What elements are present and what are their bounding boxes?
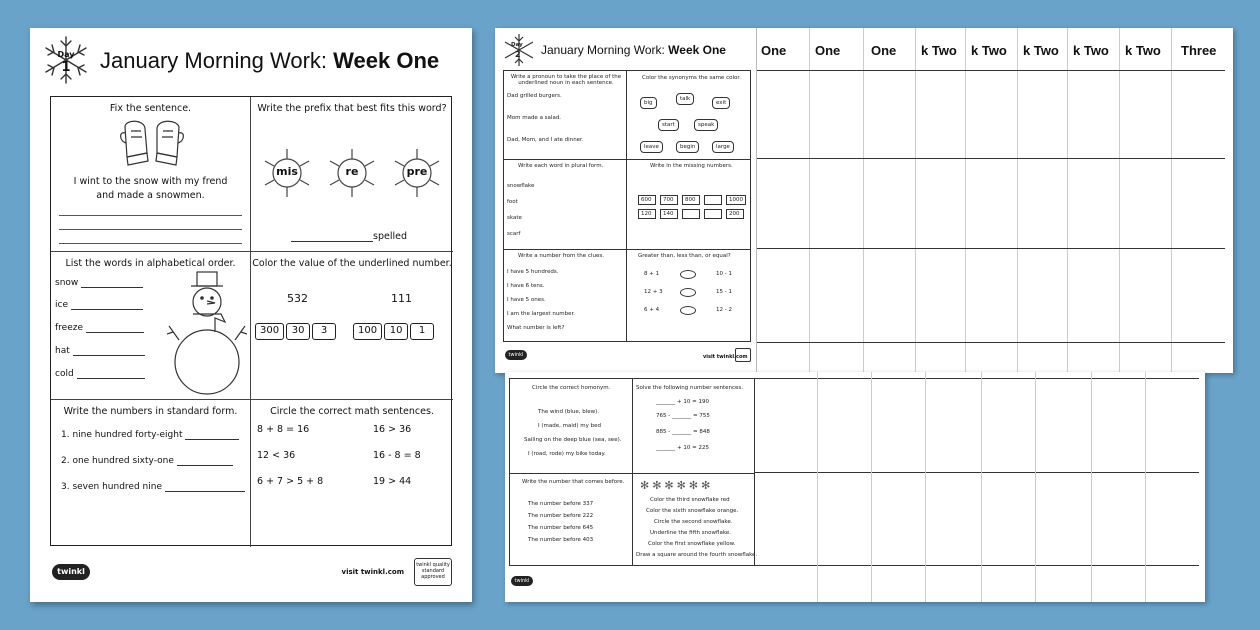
alpha-word-4: [55, 346, 145, 356]
mittens-icon: [117, 117, 187, 169]
prefix-option-2-label: re: [345, 165, 359, 178]
plural-word-2: foot: [507, 199, 518, 205]
place-value-cell: [251, 252, 453, 400]
synonym-word-7: begin: [676, 141, 699, 153]
prefix-option-3-label: pre: [406, 165, 428, 178]
synonym-word-2: talk: [676, 93, 694, 105]
back-quality-logo: [735, 348, 751, 362]
alpha-word-2-label: ice: [55, 300, 68, 310]
tab-9: Three: [1181, 43, 1217, 58]
synonym-word-3: exit: [712, 97, 730, 109]
back-grid-vline: [626, 71, 627, 341]
fix-sentence-text: I wint to the snow with my frend and made a snowmen.: [73, 176, 228, 201]
back-grid: [503, 70, 751, 342]
answer-line-1: [59, 215, 242, 216]
clue-1: I have 5 hundreds.: [507, 269, 559, 275]
snowman-icon: [167, 270, 247, 398]
missing-r1-5: 1000: [726, 195, 746, 205]
homonym-1: The wind (blue, blew).: [538, 409, 600, 415]
worksheet-header: [30, 28, 472, 92]
math-left-1[interactable]: 8 + 8 = 16: [257, 424, 310, 435]
compare-oval-3: [680, 306, 696, 315]
clue-4: I am the largest number.: [507, 311, 576, 317]
prefix-cell: [251, 97, 453, 252]
clue-3: I have 5 ones.: [507, 297, 546, 303]
back-sheet-stack-bottom: [505, 372, 1205, 602]
tab-2: One: [815, 43, 841, 58]
pronoun-heading: Write a pronoun to take the place of the underlined noun in each sentence.: [510, 74, 622, 86]
alphabetical-heading: List the words in alphabetical order.: [65, 258, 236, 269]
worksheet-grid: [50, 96, 452, 546]
number-1: 532: [287, 292, 308, 305]
solve-3: 885 - _______ = 848: [656, 429, 710, 435]
alpha-word-4-label: hat: [55, 346, 70, 356]
synonym-word-5: speak: [694, 119, 718, 131]
before-3: The number before 645: [528, 525, 594, 531]
solve-heading: Solve the following number sentences.: [636, 385, 744, 391]
math-right-1[interactable]: 16 > 36: [373, 424, 412, 435]
value-box[interactable]: 100: [353, 323, 382, 340]
value-box[interactable]: 3: [312, 323, 336, 340]
missing-r2-1: 120: [638, 209, 656, 219]
fix-sentence-cell: [51, 97, 251, 252]
title-bold: Week One: [333, 48, 440, 73]
twinkl-logo[interactable]: twinkl: [52, 564, 90, 580]
prefix-word: spelled: [373, 231, 407, 242]
tab-8: k Two: [1125, 43, 1161, 58]
pronoun-line-2: Mom made a salad.: [507, 115, 562, 121]
compare-right-2: 15 - 1: [716, 289, 732, 295]
pronoun-line-3: Dad, Mom, and I ate dinner.: [507, 137, 584, 143]
synonym-word-8: large: [712, 141, 734, 153]
compare-left-3: 6 + 4: [644, 307, 660, 313]
solve-1: _______ + 10 = 190: [656, 399, 709, 405]
homonym-3: Sailing on the deep blue (sea, see).: [524, 437, 622, 443]
prefix-option-1-label: mis: [276, 165, 298, 178]
alpha-word-1-label: snow: [55, 278, 79, 288]
missing-r2-2: 140: [660, 209, 678, 219]
tab-7: k Two: [1073, 43, 1109, 58]
back-bottom-grid: [509, 378, 758, 566]
synonym-word-6: leave: [640, 141, 663, 153]
tab-6: k Two: [1023, 43, 1059, 58]
standard-item-1: [61, 430, 239, 440]
value-box[interactable]: 30: [286, 323, 310, 340]
alpha-word-3: [55, 323, 144, 333]
fix-sentence-heading: Fix the sentence.: [109, 103, 192, 114]
plural-heading: Write each word in plural form.: [518, 163, 604, 169]
standard-item-3-label: 3. seven hundred nine: [61, 482, 162, 492]
bottom-twinkl-logo: twinkl: [511, 576, 533, 586]
color-2: Color the sixth snowflake orange.: [646, 508, 739, 514]
standard-item-2: [61, 456, 233, 466]
tab-1: One: [761, 43, 787, 58]
plural-word-4: scarf: [507, 231, 521, 237]
value-boxes-1: [255, 318, 338, 340]
value-box[interactable]: 300: [255, 323, 284, 340]
synonyms-heading: Color the synonyms the same color.: [642, 75, 741, 81]
color-3: Circle the second snowflake.: [654, 519, 733, 525]
back-twinkl-logo: twinkl: [505, 350, 527, 360]
tab-4: k Two: [921, 43, 957, 58]
compare-right-3: 12 - 2: [716, 307, 732, 313]
visit-link[interactable]: visit twinkl.com: [341, 568, 404, 576]
math-left-3[interactable]: 6 + 7 > 5 + 8: [257, 476, 324, 487]
homonym-heading: Circle the correct homonym.: [532, 385, 611, 391]
prefix-option-1: [261, 147, 313, 199]
color-4: Underline the fifth snowflake.: [650, 530, 731, 536]
color-5: Color the first snowflake yellow.: [648, 541, 736, 547]
color-1: Color the third snowflake red: [650, 497, 730, 503]
missing-r1-1: 600: [638, 195, 656, 205]
missing-r2-3: [682, 209, 700, 219]
compare-heading: Greater than, less than, or equal?: [638, 253, 731, 259]
alpha-word-3-label: freeze: [55, 323, 84, 333]
quality-badge: twinkl quality standard approved: [414, 558, 452, 586]
worksheet-footer: [50, 558, 452, 588]
missing-r1-4: [704, 195, 722, 205]
missing-r2-4: [704, 209, 722, 219]
math-left-2[interactable]: 12 < 36: [257, 450, 296, 461]
standard-item-1-label: 1. nine hundred forty-eight: [61, 430, 183, 440]
standard-item-3: [61, 482, 245, 492]
solve-4: _______ + 10 = 225: [656, 445, 709, 451]
prefix-option-2: [326, 147, 378, 199]
alphabetical-cell: [51, 252, 251, 400]
synonym-word-4: start: [658, 119, 679, 131]
homonym-2: I (made, maid) my bed: [538, 423, 601, 429]
back-grid-hline-2: [504, 249, 750, 250]
math-sentences-cell: [251, 400, 453, 547]
math-sentences-heading: Circle the correct math sentences.: [270, 406, 434, 417]
missing-r1-3: 800: [682, 195, 700, 205]
standard-form-cell: [51, 400, 251, 547]
page-title: [100, 48, 439, 74]
math-right-3[interactable]: 19 > 44: [373, 476, 412, 487]
compare-left-1: 8 + 1: [644, 271, 660, 277]
back-title: [541, 43, 726, 57]
alpha-word-2: [55, 300, 143, 310]
prefix-option-3: [391, 147, 443, 199]
before-2: The number before 222: [528, 513, 594, 519]
synonym-word-1: big: [640, 97, 657, 109]
day-label: Day: [57, 50, 75, 59]
prefix-blank: [291, 232, 373, 242]
clue-2: I have 6 tens.: [507, 283, 545, 289]
back-grid-hline-1: [504, 159, 750, 160]
prefix-heading: Write the prefix that best fits this word?: [257, 103, 447, 114]
back-sheet-stack-top: [495, 28, 1233, 373]
math-right-2[interactable]: 16 - 8 = 8: [373, 450, 421, 461]
day-number: 1: [61, 60, 71, 75]
before-4: The number before 403: [528, 537, 594, 543]
compare-oval-1: [680, 270, 696, 279]
solve-2: 765 - _______ = 755: [656, 413, 710, 419]
value-box[interactable]: 10: [384, 323, 408, 340]
title-plain: January Morning Work:: [100, 48, 334, 73]
before-heading: Write the number that comes before.: [522, 479, 625, 485]
pronoun-line-1: Dad grilled burgers.: [507, 93, 562, 99]
plural-word-1: snowflake: [507, 183, 535, 189]
value-box[interactable]: 1: [410, 323, 434, 340]
before-1: The number before 337: [528, 501, 594, 507]
back-day-label: Day: [511, 42, 523, 48]
missing-heading: Write in the missing numbers.: [650, 163, 733, 169]
clue-5: What number is left?: [507, 325, 565, 331]
alpha-word-5-label: cold: [55, 369, 74, 379]
compare-left-2: 12 + 3: [644, 289, 663, 295]
back-sheet-main: [495, 28, 757, 373]
prefix-answer: [291, 231, 407, 242]
plural-word-3: skate: [507, 215, 522, 221]
answer-line-3: [59, 243, 242, 244]
standard-item-2-label: 2. one hundred sixty-one: [61, 456, 174, 466]
back-visit: visit twinkl.com: [703, 354, 748, 360]
tab-3: One: [871, 43, 897, 58]
missing-r2-5: 200: [726, 209, 744, 219]
compare-right-1: 10 - 1: [716, 271, 732, 277]
alpha-word-5: [55, 369, 145, 379]
front-worksheet: [30, 28, 472, 602]
value-boxes-2: [353, 318, 436, 340]
back-title-bold: Week One: [668, 43, 726, 57]
answer-line-2: [59, 229, 242, 230]
color-6: Draw a square around the fourth snowflake.: [636, 552, 758, 558]
compare-oval-2: [680, 288, 696, 297]
homonym-4: I (road, rode) my bike today.: [528, 451, 606, 457]
clues-heading: Write a number from the clues.: [518, 253, 604, 259]
place-value-heading: Color the value of the underlined number.: [252, 258, 452, 269]
back-day-number: 2: [515, 50, 521, 59]
back-title-plain: January Morning Work:: [541, 43, 669, 57]
tab-5: k Two: [971, 43, 1007, 58]
alpha-word-1: [55, 278, 143, 288]
standard-form-heading: Write the numbers in standard form.: [63, 406, 238, 417]
number-2: 111: [391, 292, 412, 305]
missing-r1-2: 700: [660, 195, 678, 205]
mini-snowflakes: ✻✻✻✻✻✻: [640, 479, 714, 492]
